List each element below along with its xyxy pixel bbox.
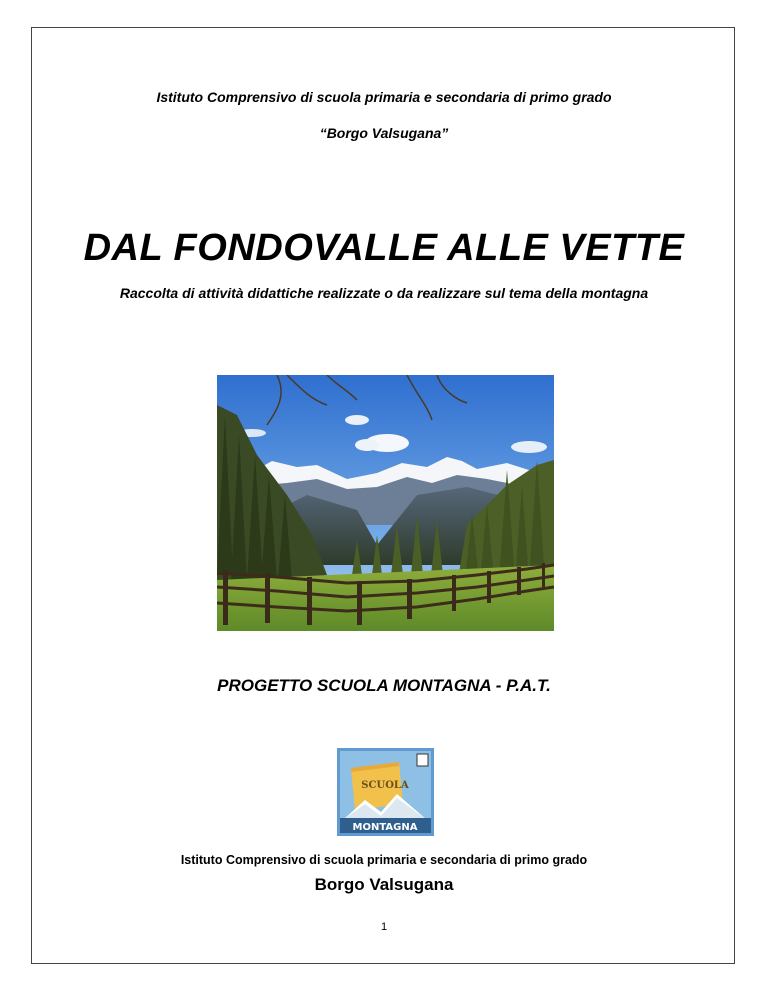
mountain-landscape-photo [217,375,554,631]
project-title: PROGETTO SCUOLA MONTAGNA - P.A.T. [217,676,551,695]
school-name-footer: Borgo Valsugana [314,875,454,894]
document-title: DAL FONDOVALLE ALLE VETTE [83,227,685,269]
school-name-header: “Borgo Valsugana” [319,125,449,141]
logo-top-text: SCUOLA [361,780,409,791]
scuola-montagna-logo [337,748,434,836]
page-number: 1 [380,921,388,933]
institute-header: Istituto Comprensivo di scuola primaria e secondaria di primo grado [156,89,612,105]
document-subtitle: Raccolta di attività didattiche realizzate o da realizzare sul tema della montagna [119,285,649,301]
logo-bottom-text: MONTAGNA [352,822,418,833]
institute-footer: Istituto Comprensivo di scuola primaria e secondaria di primo grado [180,853,588,867]
